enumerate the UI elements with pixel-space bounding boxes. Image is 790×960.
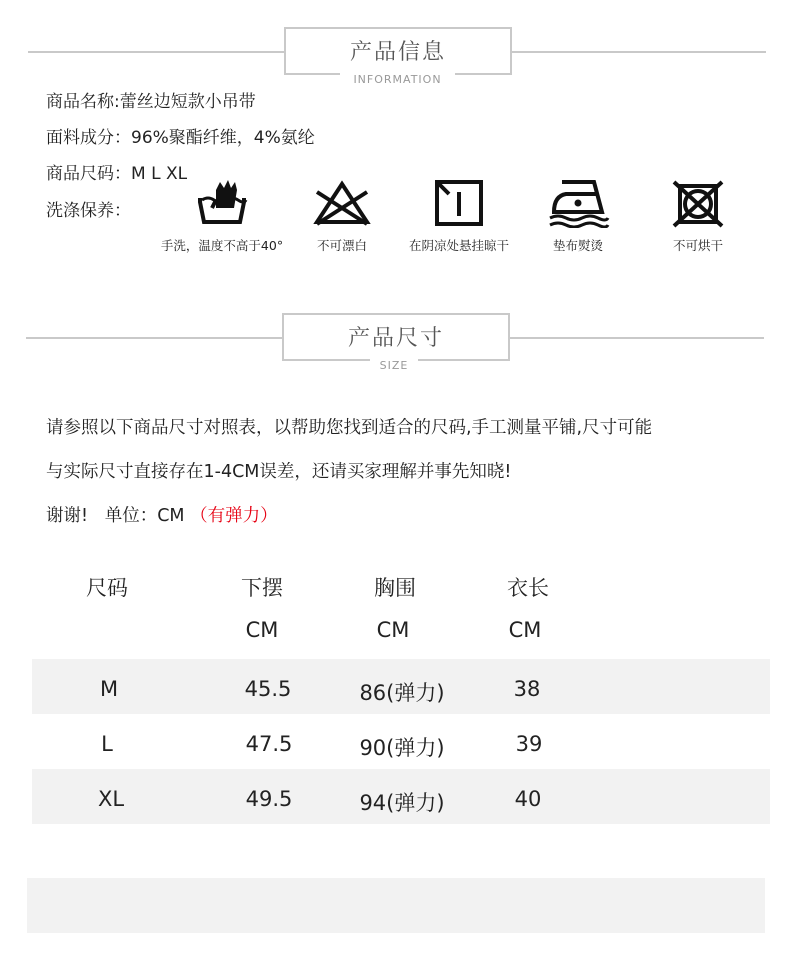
- chest-cell: 86(弹力): [359, 681, 445, 705]
- iron-with-cloth-icon: [546, 178, 610, 228]
- hem-cell: 49.5: [245, 787, 293, 811]
- section-header-info: [0, 27, 790, 87]
- hem-cell: 45.5: [244, 677, 292, 701]
- care-label-shade-dry: 在阴凉处悬挂晾干: [408, 238, 509, 253]
- section-subtitle: INFORMATION: [340, 73, 455, 86]
- care-label: 洗涤保养：: [46, 201, 131, 221]
- hem-cell: 47.5: [245, 732, 293, 756]
- product-name: 商品名称:蕾丝边短款小吊带: [46, 92, 256, 112]
- size-note-line-2: 与实际尺寸直接存在1-4CM误差，还请买家理解并事先知晓!: [46, 462, 512, 482]
- header-rule-left: [26, 337, 282, 339]
- care-label-hand-wash: 手洗，温度不高于40°: [160, 238, 284, 253]
- no-bleach-icon: [311, 178, 373, 228]
- care-label-iron: 垫布熨烫: [552, 238, 603, 253]
- header-rule-right: [510, 337, 764, 339]
- care-item-iron: [508, 178, 648, 254]
- size-cell: L: [101, 732, 113, 756]
- care-item-no-tumble-dry: [628, 178, 768, 254]
- care-label-no-tumble-dry: 不可烘干: [672, 238, 723, 253]
- available-sizes: 商品尺码：M L XL: [46, 164, 188, 184]
- size-cell: M: [99, 677, 119, 701]
- table-unit: CM: [245, 618, 279, 642]
- table-header: 胸围: [374, 576, 416, 600]
- header-box: [284, 27, 512, 75]
- care-label-no-bleach: 不可漂白: [316, 238, 367, 253]
- table-header: 尺码: [86, 576, 128, 600]
- size-note-line-3: [46, 502, 278, 527]
- length-cell: 38: [513, 677, 541, 701]
- chest-cell: 90(弹力): [359, 736, 445, 760]
- elastic-note: （有弹力）: [190, 506, 278, 526]
- table-header: 下摆: [241, 576, 283, 600]
- length-cell: 40: [514, 787, 542, 811]
- no-tumble-dry-icon: [670, 178, 726, 228]
- care-item-hand-wash: [152, 178, 292, 254]
- shade-dry-icon: [433, 178, 485, 228]
- table-unit: CM: [508, 618, 542, 642]
- section-subtitle: SIZE: [370, 359, 418, 372]
- table-unit: CM: [376, 618, 410, 642]
- size-cell: XL: [97, 787, 125, 811]
- section-title: 产品尺寸: [347, 326, 444, 351]
- fabric-composition: 面料成分：96%聚酯纤维，4%氨纶: [46, 128, 315, 148]
- header-rule-right: [512, 51, 766, 53]
- section-title: 产品信息: [349, 40, 446, 65]
- section-header-size: [0, 313, 790, 373]
- thanks-and-unit: 谢谢! 单位：CM: [46, 506, 185, 526]
- length-cell: 39: [515, 732, 543, 756]
- chest-cell: 94(弹力): [359, 791, 445, 815]
- header-rule-left: [28, 51, 284, 53]
- hand-wash-icon: [194, 178, 250, 228]
- table-header: 衣长: [507, 576, 549, 600]
- footer-band: [27, 878, 765, 933]
- size-note-line-1: 请参照以下商品尺寸对照表，以帮助您找到适合的尺码,手工测量平铺,尺寸可能: [46, 418, 653, 438]
- header-box: [282, 313, 510, 361]
